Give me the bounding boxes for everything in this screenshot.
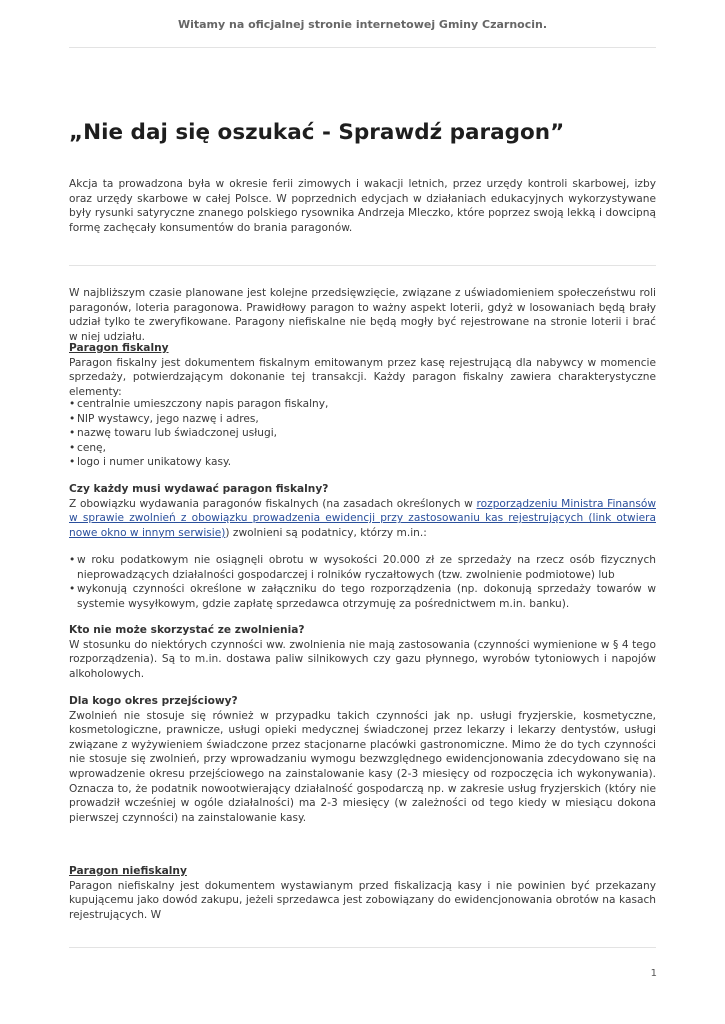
list-item: • cenę, (69, 441, 656, 456)
list-item: • centralnie umieszczony napis paragon fiskalny, (69, 397, 656, 412)
list-item: • nazwę towaru lub świadczonej usługi, (69, 426, 656, 441)
nonfiscal-heading: Paragon niefiskalny (69, 865, 187, 877)
everyone-section (69, 482, 656, 540)
fiscal-text: Paragon fiskalny jest dokumentem fiskalnym emitowanym przez kasę rejestrującą dla nabywcy w momencie sprzedaży, potwierdzającym dokonanie tej transakcji. Każdy paragon fiskalny zawiera charakterystyczne elementy: (69, 356, 656, 398)
page-title: „Nie daj się oszukać - Sprawdź paragon” (69, 120, 565, 145)
exemption-heading: Kto nie może skorzystać ze zwolnienia? (69, 624, 305, 636)
nonfiscal-section (69, 864, 656, 922)
transition-text: Zwolnień nie stosuje się również w przypadku takich czynności jak np. usługi fryzjerskie, kosmetyczne, kosmetologiczne, prawnicze, usługi opieki medycznej świadczonej przez lekarzy i lekarzy dentystów, usługi związane z wyżywieniem świadczone przez stacjonarne placówki gastronomiczne. Mimo że do tych czynności nie stosuje się zwolnień, przy wprowadzaniu wymogu bezwzględnego ewidencjonowania zdecydowano się na wprowadzenie okresu przejściowego na zainstalowanie kasy (2-3 miesięcy od rozpoczęcia ich wykonywania). Oznacza to, że podatnik nowootwierający działalność gospodarczą np. w zakresie usług fryzjerskich (który nie prowadził wcześniej w ogóle działalności) ma 2-3 miesięcy (w zależności od tego kiedy w miesiącu dokona pierwszej czynności) na zainstalowanie kasy. (69, 709, 656, 824)
page-number: 1 (650, 968, 657, 979)
list-item: • w roku podatkowym nie osiągnęli obrotu w wysokości 20.000 zł ze sprzedaży na rzecz osób fizycznych nieprowadzących działalności gospodarczej i rolników ryczałtowych (tzw. zwolnienie podmiotowe) lub (69, 553, 656, 582)
exemption-section (69, 623, 656, 681)
everyone-text (69, 497, 656, 541)
exempt-taxpayers-list (69, 553, 656, 611)
everyone-heading: Czy każdy musi wydawać paragon fiskalny? (69, 483, 329, 495)
list-item: • NIP wystawcy, jego nazwę i adres, (69, 412, 656, 427)
transition-heading: Dla kogo okres przejściowy? (69, 695, 238, 707)
intro-paragraph: Akcja ta prowadzona była w okresie ferii zimowych i wakacji letnich, przez urzędy kontroli skarbowej, izby oraz urzędy skarbowe w całej Polsce. W poprzednich edycjach w działaniach edukacyjnych wykorzystywane były rysunki satyryczne znanego polskiego rysownika Andrzeja Mleczko, które poprzez swoją lekką i dowcipną formę zachęcały konsumentów do brania paragonów. (69, 178, 656, 234)
fiscal-elements-list (69, 397, 656, 470)
everyone-text-before: Z obowiązku wydawania paragonów fiskalnych (na zasadach określonych w (69, 497, 477, 510)
footer-divider (69, 947, 656, 948)
fiscal-section (69, 341, 656, 399)
fiscal-heading: Paragon fiskalny (69, 342, 169, 354)
section-divider (69, 265, 656, 266)
lottery-paragraph: W najbliższym czasie planowane jest kolejne przedsięwzięcie, związane z uświadomieniem społeczeństwu roli paragonów, loteria paragonowa. Prawidłowy paragon to ważny aspekt loterii, gdyż w losowaniach będą brały udział tylko te zweryfikowane. Paragony niefiskalne nie będą mogły być rejestrowane na stronie loterii i brać w niej udziału. (69, 287, 656, 343)
list-item: • wykonują czynności określone w załączniku do tego rozporządzenia (np. dokonują sprzedaży towarów w systemie wysyłkowym, gdzie zapłatę sprzedawca otrzymuję za pośrednictwem m.in. banku). (69, 582, 656, 611)
header-divider (69, 47, 656, 48)
transition-section (69, 694, 656, 825)
nonfiscal-text: Paragon niefiskalny jest dokumentem wystawianym przed fiskalizacją kasy i nie powinien być przekazany kupującemu jako dowód zakupu, jeżeli sprzedawca jest zobowiązany do ewidencjonowania obrotów na kasach rejestrujących. W (69, 879, 656, 921)
everyone-text-after: ) zwolnieni są podatnicy, którzy m.in.: (225, 526, 427, 539)
list-item: • logo i numer unikatowy kasy. (69, 455, 656, 470)
site-header: Witamy na oficjalnej stronie internetowej Gminy Czarnocin. (177, 18, 548, 31)
regulation-link[interactable]: rozporządzeniu Ministra Finansów w sprawie zwolnień z obowiązku prowadzenia ewidencji przy zastosowaniu kas rejestrujących (link otwiera nowe okno w innym serwisie) (69, 497, 656, 539)
exemption-text: W stosunku do niektórych czynności ww. zwolnienia nie mają zastosowania (czynności wymienione w § 4 tego rozporządzenia). Są to m.in. dostawa paliw silnikowych czy gazu płynnego, wyrobów tytoniowych i napojów alkoholowych. (69, 638, 656, 680)
